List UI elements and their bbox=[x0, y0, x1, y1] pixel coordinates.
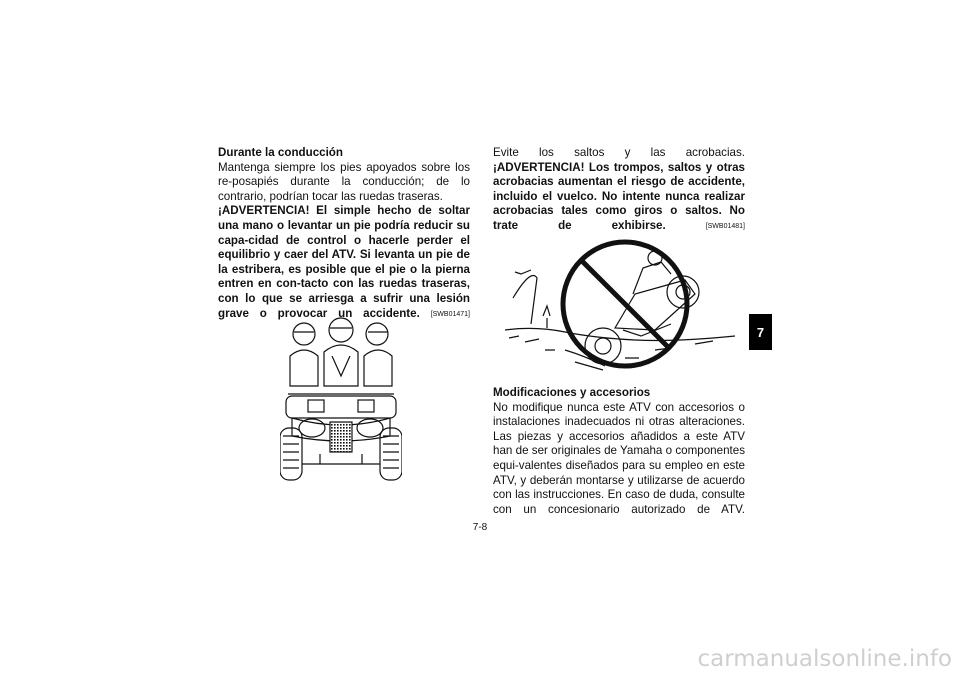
modifications-body-text: No modifique nunca este ATV con accesorios o instalaciones inadecuados ni otras alteraciones. Las piezas y accesorios añadidos a este ATV han de ser originales de Yamaha o componentes equi-valentes diseñados para su empleo en este ATV, y deberán montarse y utilizarse de acuerdo con las instrucciones. En caso de duda, consulte con un concesionario autorizado de ATV. bbox=[493, 400, 745, 516]
atv-jump-prohibited-illustration bbox=[505, 238, 735, 383]
riding-body-text: Mantenga siempre los pies apoyados sobre los re-posapiés durante la conducción; de lo contrario, podrían tocar las ruedas traseras. bbox=[218, 160, 470, 203]
jumps-warning-code: [SWB01481] bbox=[705, 222, 745, 230]
riding-warning-text: ¡ADVERTENCIA! El simple hecho de soltar una mano o levantar un pie podría reducir su capa-cidad de control o hacerle perder el equilibrio y caer del ATV. Si levanta un pie de la estribera, es posible que el pie o la pierna entren en con-tacto con las ruedas traseras, con lo que se arriesga a sufrir una lesión grave o provocar un accidente. bbox=[218, 204, 470, 320]
left-column bbox=[218, 146, 470, 322]
right-column bbox=[493, 146, 745, 235]
riding-warning-block bbox=[218, 204, 470, 322]
section-heading-modifications: Modificaciones y accesorios bbox=[493, 386, 651, 399]
jumps-warning-text: ¡ADVERTENCIA! Los trompos, saltos y otras acrobacias aumentan el riesgo de accidente, incluido el vuelco. No intente nunca realizar acrobacias tales como giros o saltos. No trate de exhibirse. bbox=[493, 160, 745, 232]
section-heading-riding: Durante la conducción bbox=[218, 146, 343, 159]
riding-warning-code: [SWB01471] bbox=[430, 310, 470, 318]
watermark: carmanualsonline.info bbox=[697, 646, 952, 672]
jumps-warning-block bbox=[493, 161, 745, 235]
modifications-section bbox=[493, 386, 745, 517]
atv-passengers-illustration bbox=[280, 316, 402, 488]
chapter-tab: 7 bbox=[749, 314, 772, 350]
jumps-intro-text: Evite los saltos y las acrobacias. bbox=[493, 146, 745, 159]
page-number: 7-8 bbox=[472, 522, 488, 533]
